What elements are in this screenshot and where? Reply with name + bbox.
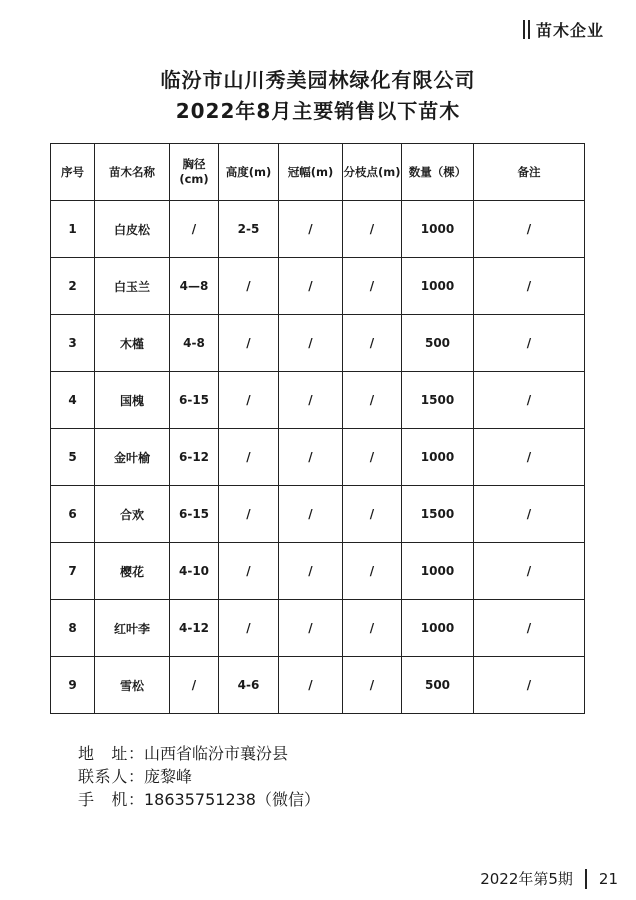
issue-label: 2022年第5期 <box>480 870 573 888</box>
table-cell: 1500 <box>402 372 474 429</box>
table-cell: / <box>474 315 585 372</box>
table-cell: / <box>219 600 279 657</box>
table-cell: / <box>474 600 585 657</box>
table-cell: 樱花 <box>95 543 170 600</box>
sales-subtitle: 2022年8月主要销售以下苗木 <box>175 99 461 123</box>
table-cell: 4-6 <box>219 657 279 714</box>
table-cell: / <box>279 372 343 429</box>
phone-value: 18635751238（微信） <box>144 790 320 809</box>
table-row <box>51 486 585 543</box>
table-cell: / <box>219 258 279 315</box>
table-row <box>51 258 585 315</box>
table-cell: 500 <box>402 315 474 372</box>
contact-person-value: 庞黎峰 <box>144 767 193 786</box>
table-cell: / <box>474 657 585 714</box>
contact-info <box>78 742 320 811</box>
header-bars-icon <box>523 20 530 39</box>
table-cell: / <box>219 372 279 429</box>
address-line <box>78 742 320 765</box>
column-header: 分枝点(m) <box>343 144 402 201</box>
table-cell: 4-8 <box>170 315 219 372</box>
table-row <box>51 543 585 600</box>
table-row <box>51 600 585 657</box>
table-cell: 1500 <box>402 486 474 543</box>
table-cell: 5 <box>51 429 95 486</box>
table-cell: 木槿 <box>95 315 170 372</box>
table-cell: / <box>219 543 279 600</box>
table-cell: / <box>343 429 402 486</box>
column-header: 数量（棵） <box>402 144 474 201</box>
table-cell: 1000 <box>402 201 474 258</box>
table-cell: / <box>343 315 402 372</box>
table-cell: 1000 <box>402 429 474 486</box>
contact-person-line <box>78 765 320 788</box>
table-cell: 6 <box>51 486 95 543</box>
table-cell: 500 <box>402 657 474 714</box>
column-header: 冠幅(m) <box>279 144 343 201</box>
table-cell: / <box>279 543 343 600</box>
table-row <box>51 657 585 714</box>
table-cell: 红叶李 <box>95 600 170 657</box>
table-cell: / <box>474 543 585 600</box>
table-cell: / <box>474 258 585 315</box>
page-footer <box>480 868 618 889</box>
table-cell: / <box>279 600 343 657</box>
section-header <box>523 18 604 41</box>
page-number: 21 <box>598 869 618 888</box>
table-cell: 合欢 <box>95 486 170 543</box>
column-header: 序号 <box>51 144 95 201</box>
seedling-table <box>50 143 585 714</box>
table-header-row <box>51 144 585 201</box>
table-cell: / <box>279 315 343 372</box>
table-cell: / <box>474 201 585 258</box>
table-cell: 6-15 <box>170 372 219 429</box>
column-header: 胸径 (cm) <box>170 144 219 201</box>
column-header: 备注 <box>474 144 585 201</box>
table-cell: / <box>170 201 219 258</box>
table-cell: / <box>474 429 585 486</box>
company-title: 临汾市山川秀美园林绿化有限公司 <box>160 68 476 92</box>
table-cell: 1000 <box>402 543 474 600</box>
table-cell: / <box>343 486 402 543</box>
table-body <box>51 201 585 714</box>
column-header: 高度(m) <box>219 144 279 201</box>
table-cell: 雪松 <box>95 657 170 714</box>
address-label: 地 址： <box>78 744 144 763</box>
address-value: 山西省临汾市襄汾县 <box>144 744 289 763</box>
table-cell: 9 <box>51 657 95 714</box>
table-row <box>51 429 585 486</box>
section-label: 苗木企业 <box>535 21 604 40</box>
table-cell: 2 <box>51 258 95 315</box>
table-cell: 4-10 <box>170 543 219 600</box>
table-cell: / <box>219 429 279 486</box>
table-cell: / <box>474 372 585 429</box>
table-cell: 白皮松 <box>95 201 170 258</box>
table-cell: / <box>219 486 279 543</box>
table-cell: 3 <box>51 315 95 372</box>
table-cell: / <box>170 657 219 714</box>
table-cell: / <box>279 429 343 486</box>
table-cell: / <box>279 657 343 714</box>
contact-person-label: 联系人： <box>78 767 144 786</box>
table-cell: / <box>474 486 585 543</box>
table-cell: 1000 <box>402 600 474 657</box>
table-cell: 7 <box>51 543 95 600</box>
table-cell: 金叶榆 <box>95 429 170 486</box>
table-cell: 1 <box>51 201 95 258</box>
table-cell: 1000 <box>402 258 474 315</box>
table-row <box>51 201 585 258</box>
table-cell: / <box>343 657 402 714</box>
table-cell: 6-15 <box>170 486 219 543</box>
table-cell: 6-12 <box>170 429 219 486</box>
table-row <box>51 372 585 429</box>
table-cell: 4-12 <box>170 600 219 657</box>
table-cell: 国槐 <box>95 372 170 429</box>
column-header: 苗木名称 <box>95 144 170 201</box>
table-cell: / <box>343 372 402 429</box>
table-cell: 8 <box>51 600 95 657</box>
table-row <box>51 315 585 372</box>
table-cell: / <box>343 258 402 315</box>
phone-line <box>78 788 320 811</box>
table-cell: 4—8 <box>170 258 219 315</box>
table-cell: / <box>279 486 343 543</box>
table-cell: / <box>279 258 343 315</box>
table-cell: / <box>343 201 402 258</box>
table-cell: / <box>219 315 279 372</box>
footer-separator <box>585 869 587 889</box>
table-cell: 2-5 <box>219 201 279 258</box>
phone-label: 手 机： <box>78 790 144 809</box>
table-cell: 白玉兰 <box>95 258 170 315</box>
table-cell: / <box>343 543 402 600</box>
table-cell: 4 <box>51 372 95 429</box>
table-cell: / <box>279 201 343 258</box>
table-cell: / <box>343 600 402 657</box>
